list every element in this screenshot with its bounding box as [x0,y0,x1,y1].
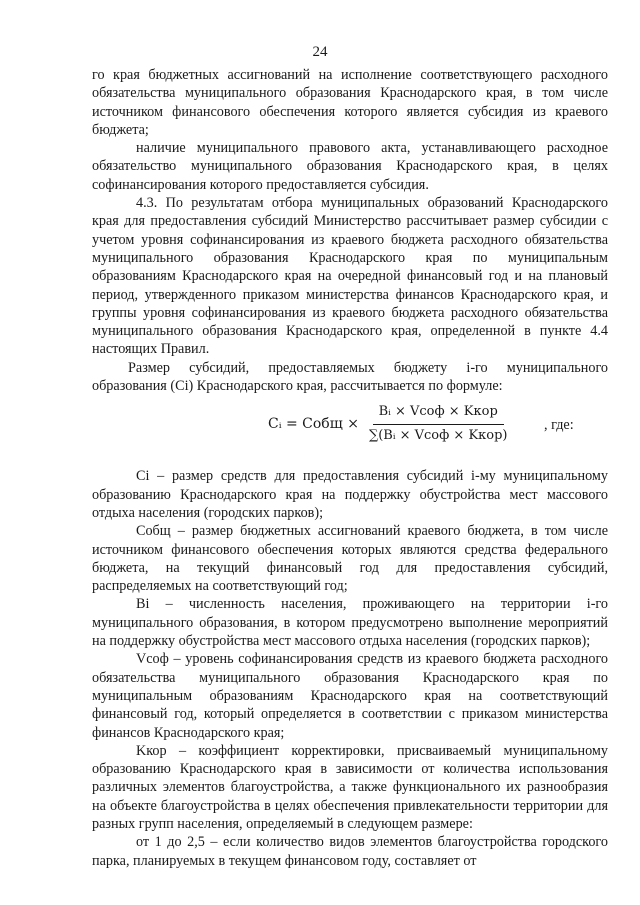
formula-fraction [363,403,514,445]
subsidy-formula [92,399,608,461]
paragraph: Kкор – коэффициент корректировки, присваиваемый муниципальному образованию Краснодарского края в зависимости от количества использования различных элементов благоустройства, а также функционального их разнообразия на объекте благоустройства в целях обеспечения привлекательности территории для разных групп населения, определяемый в следующем размере: [92,742,608,832]
paragraph: Bi – численность населения, проживающего на территории i-го муниципального образования, в котором предусмотрено выполнение мероприятий на поддержку обустройства мест массового отдыха населения (городских парков); [92,596,608,650]
paragraph: Ci – размер средств для предоставления субсидий i-му муниципальному образованию Краснодарского края на поддержку обустройства мест массового отдыха населения (городских парков); [92,468,608,521]
paragraph: наличие муниципального правового акта, устанавливающего расходное обязательство муниципального образования Краснодарского края, в целях софинансирования которого предоставляется субсидия. [92,140,608,193]
paragraph: Cобщ – размер бюджетных ассигнований краевого бюджета, в том числе источником финансового обеспечения которых являются средства федерального бюджета, на текущий финансовый год для предоставления субсидий, распределяемых на соответствующий год; [92,523,608,595]
formula-denominator: ∑(Bᵢ × Vсоф × Kкор) [368,427,508,443]
formula-expression [268,403,514,445]
paragraph: от 1 до 2,5 – если количество видов элементов благоустройства городского парка, планируемых в текущем финансовом году, составляет от [92,834,608,869]
page-number: 24 [312,44,328,60]
formula-suffix: , где: [544,417,574,434]
paragraph: Vсоф – уровень софинансирования средств из краевого бюджета расходного обязательства муниципального образования Краснодарского края по муниципальным образованиям Краснодарского края на соответствующий финансовый год, который определяется в соответствии с приказом министерства финансов Краснодарского края; [92,651,608,741]
formula-lhs: Cᵢ = Cобщ × [268,415,359,432]
paragraph: Размер субсидий, предоставляемых бюджету i-го муниципального образования (Ci) Краснодарского края, рассчитывается по формуле: [92,359,608,395]
document-body [92,66,608,870]
paragraph: 4.3. По результатам отбора муниципальных образований Краснодарского края для предоставления субсидий Министерство рассчитывает размер субсидии с учетом уровня софинансирования из краевого бюджета расходного обязательства муниципального образования Краснодарского края по муниципальным образованиям Краснодарского края на очередной финансовый год и на плановый период, утвержденного приказом министерства финансов Краснодарского края, и группы уровня софинансирования из краевого бюджета расходного обязательства муниципального образования Краснодарского края, определенной в пункте 4.4 настоящих Правил. [92,195,608,358]
paragraph: го края бюджетных ассигнований на исполнение соответствующего расходного обязательства муниципального образования Краснодарского края, в том числе источником финансового обеспечения которого является субсидия из краевого бюджета; [92,67,608,138]
formula-numerator: Bᵢ × Vсоф × Kкор [373,403,504,424]
